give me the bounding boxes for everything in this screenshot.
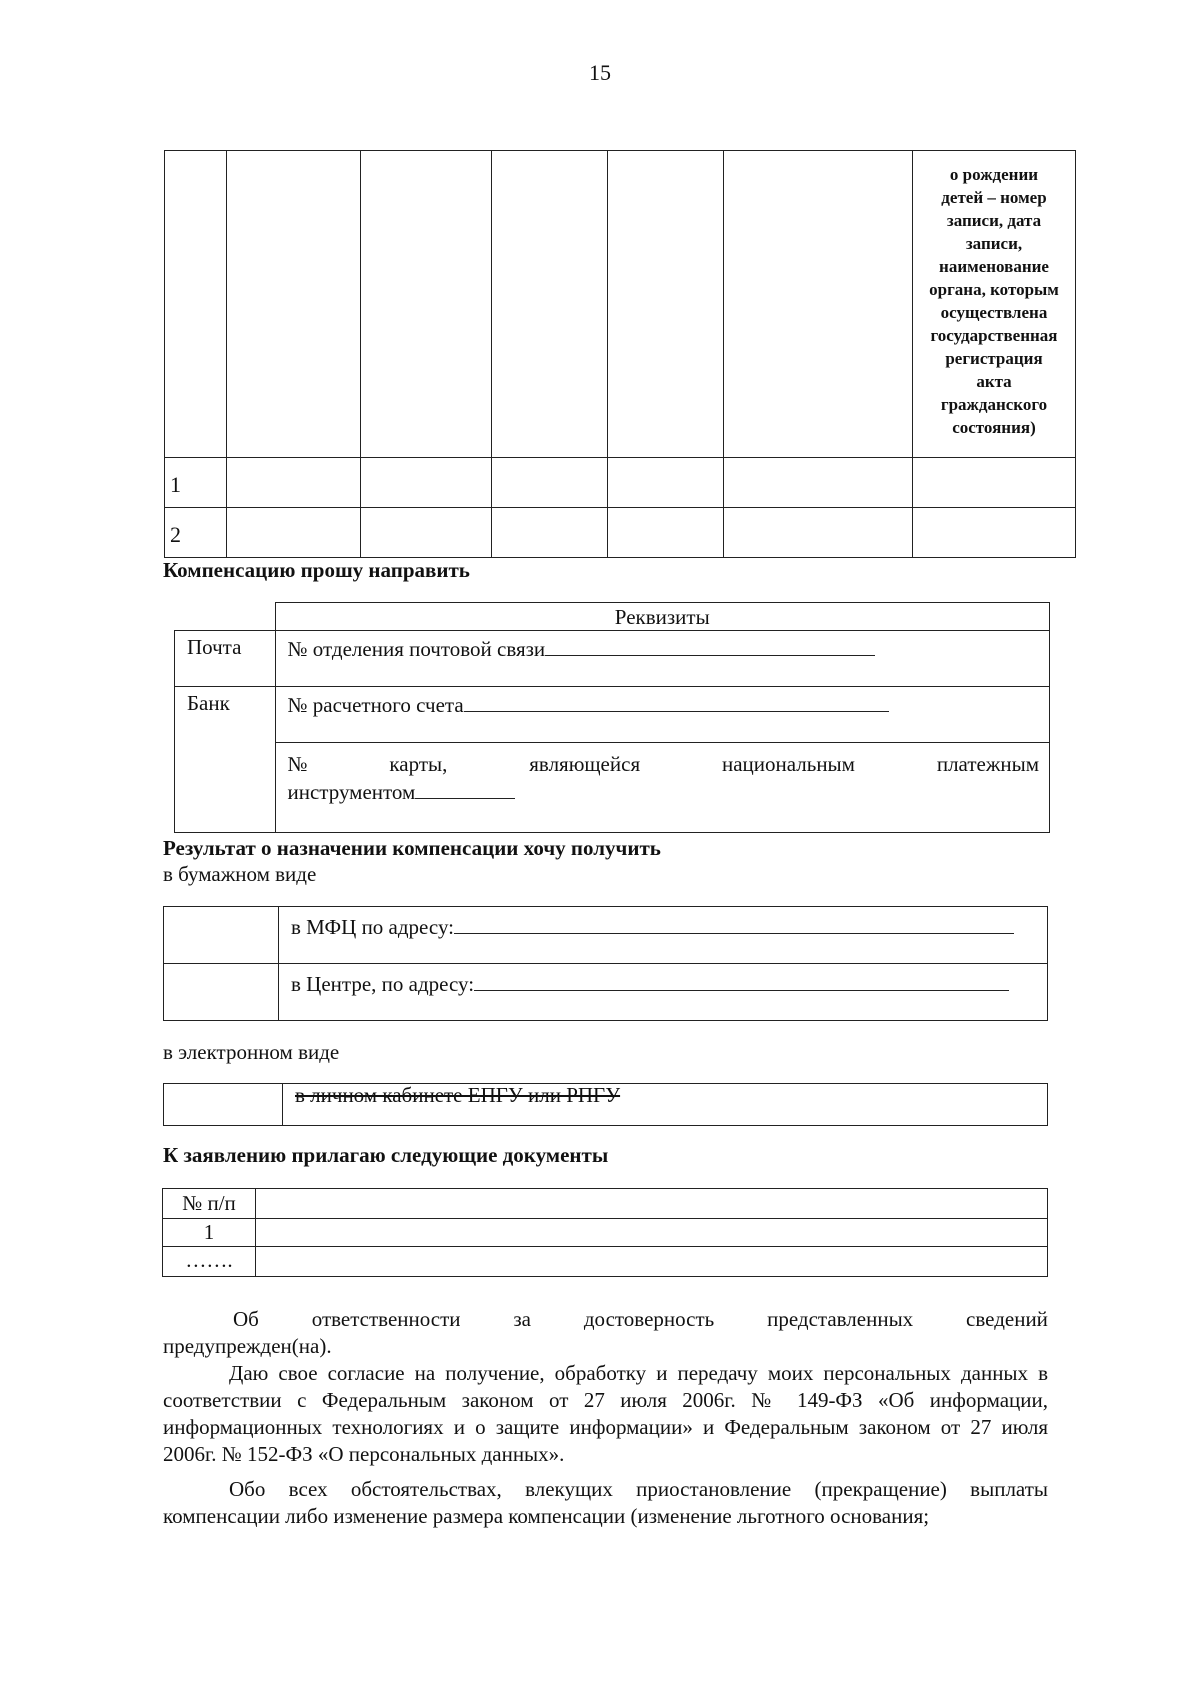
table-cell[interactable]: [913, 458, 1076, 508]
consent-paragraph: Даю свое согласие на получение, обработку и передачу моих персональных данных в соответствии с Федеральным законом от 27 июля 2006г. № 149-ФЗ «Об информации, информационных технологиях и о защите информации» и Федеральным законом от 27 июля 2006г. № 152-ФЗ «О персональных данных».: [163, 1361, 1048, 1466]
mfc-address-line[interactable]: [454, 913, 1014, 934]
table-row: 2: [165, 508, 1076, 558]
documents-heading: К заявлению прилагаю следующие документы: [163, 1143, 609, 1167]
table-cell[interactable]: [361, 508, 492, 558]
table-cell[interactable]: [227, 508, 361, 558]
card-input-line[interactable]: [415, 778, 515, 799]
table-row: …….: [163, 1247, 1048, 1277]
table-cell[interactable]: [492, 458, 608, 508]
bank-label: Банк: [175, 687, 276, 833]
table-row: 1: [163, 1219, 1048, 1247]
electronic-checkbox[interactable]: [164, 1084, 283, 1126]
center-address-line[interactable]: [474, 970, 1009, 991]
requisites-header: Реквизиты: [275, 603, 1050, 631]
electronic-option[interactable]: в личном кабинете ЕПГУ или РПГУ: [283, 1084, 1048, 1126]
table-cell[interactable]: [608, 458, 724, 508]
electronic-label: в электронном виде: [163, 1040, 340, 1064]
mfc-option[interactable]: в МФЦ по адресу:: [279, 907, 1048, 964]
table-cell[interactable]: [227, 458, 361, 508]
mail-input-line[interactable]: [545, 635, 875, 656]
requisites-table: [174, 602, 1050, 833]
compensation-heading: Компенсацию прошу направить: [163, 558, 470, 582]
bank-account-field[interactable]: № расчетного счета: [275, 687, 1050, 743]
paper-label: в бумажном виде: [163, 862, 317, 886]
table-cell: [361, 151, 492, 458]
children-table: [164, 150, 1076, 558]
mail-field[interactable]: № отделения почтовой связи: [275, 631, 1050, 687]
table-cell[interactable]: [492, 508, 608, 558]
document-name-cell[interactable]: [256, 1247, 1048, 1277]
center-checkbox[interactable]: [164, 964, 279, 1021]
table-cell[interactable]: [724, 458, 913, 508]
table-cell[interactable]: [608, 508, 724, 558]
document-name-cell[interactable]: [256, 1219, 1048, 1247]
table-cell: [492, 151, 608, 458]
responsibility-paragraph: Об ответственности за достоверность представленных сведений предупрежден(на).: [163, 1307, 1048, 1358]
paper-options-table: [163, 906, 1048, 1021]
account-input-line[interactable]: [464, 691, 889, 712]
table-cell[interactable]: [913, 508, 1076, 558]
table-cell: [165, 151, 227, 458]
result-heading: Результат о назначении компенсации хочу получить: [163, 836, 661, 860]
table-cell: [227, 151, 361, 458]
table-row: 1: [165, 458, 1076, 508]
center-option[interactable]: в Центре, по адресу:: [279, 964, 1048, 1021]
circumstances-paragraph: Обо всех обстоятельствах, влекущих приостановление (прекращение) выплаты компенсации либо изменение размера компенсации (изменение льготного основания;: [163, 1477, 1048, 1528]
documents-table: [162, 1188, 1048, 1277]
birth-record-header: о рождении детей – номер записи, дата записи, наименование органа, которым осуществлена государственная регистрация акта гражданского состояния): [913, 151, 1076, 458]
table-cell[interactable]: [361, 458, 492, 508]
table-cell[interactable]: [724, 508, 913, 558]
page-number: 15: [589, 60, 611, 85]
electronic-options-table: [163, 1083, 1048, 1126]
table-cell: [256, 1189, 1048, 1219]
table-cell: [724, 151, 913, 458]
table-cell: [608, 151, 724, 458]
mail-label: Почта: [175, 631, 276, 687]
documents-col-header: № п/п: [163, 1189, 256, 1219]
card-field[interactable]: № карты, являющейся национальным платежным инструментом: [275, 743, 1050, 833]
mfc-checkbox[interactable]: [164, 907, 279, 964]
